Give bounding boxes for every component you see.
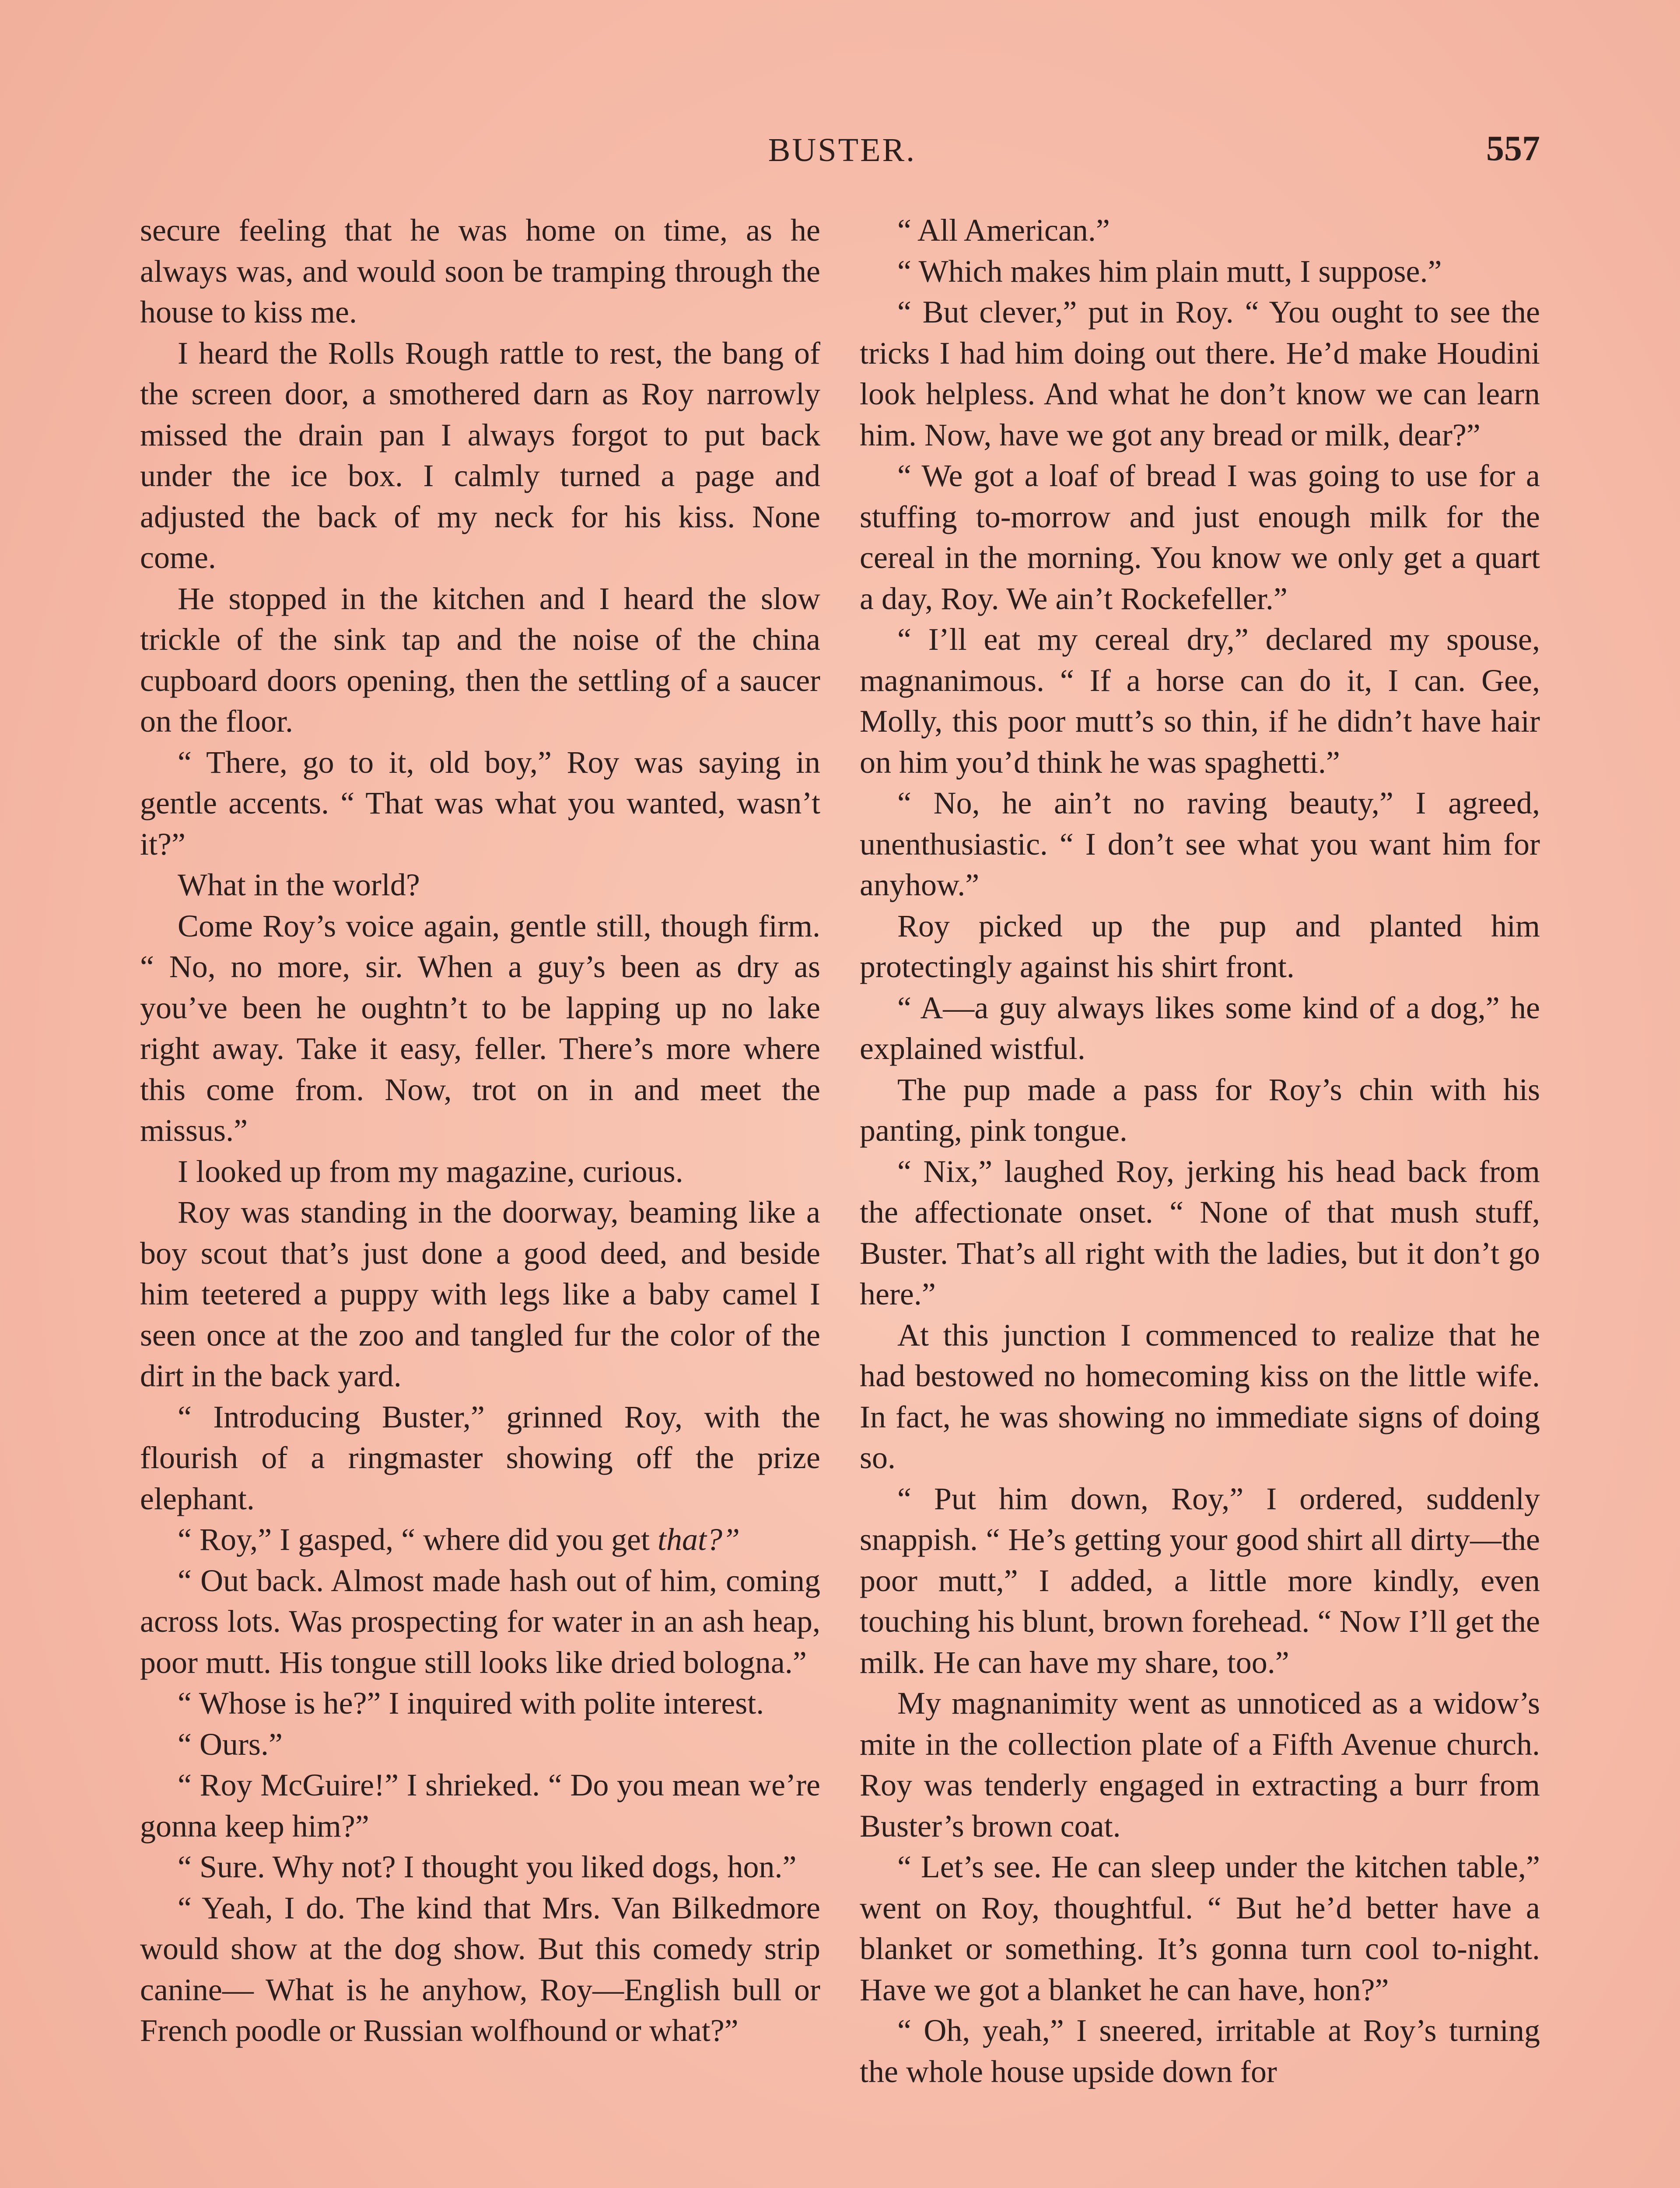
paragraph: Roy was standing in the doorway, beaming like a boy scout that’s just done a good deed, and beside him teetered a puppy with legs like a baby camel I seen once at the zoo and tangled fur the color of the dirt in the back yard. xyxy=(140,1195,820,1393)
paragraph: “ Oh, yeah,” I sneered, irritable at Roy’s turning the whole house upside down for xyxy=(860,2013,1540,2089)
paragraph: “ I’ll eat my cereal dry,” declared my spouse, magnanimous. “ If a horse can do it, I can. Gee, Molly, this poor mutt’s so thin, if he didn’t have hair on him you’d think he was spaghetti.” xyxy=(860,622,1540,780)
paragraph: “ A—a guy always likes some kind of a dog,” he explained wistful. xyxy=(860,990,1540,1066)
paragraph: “ But clever,” put in Roy. “ You ought to see the tricks I had him doing out there. He’d make Houdini look helpless. And what he don’t know we can learn him. Now, have we got any bread or milk, dear?” xyxy=(860,295,1540,452)
paragraph: Roy picked up the pup and planted him protectingly against his shirt front. xyxy=(860,908,1540,984)
paragraph xyxy=(140,1519,820,1560)
paragraph: He stopped in the kitchen and I heard the slow trickle of the sink tap and the noise of the china cupboard doors opening, then the settling of a saucer on the floor. xyxy=(140,581,820,739)
paragraph: “ Sure. Why not? I thought you liked dogs, hon.” xyxy=(178,1849,797,1884)
paragraph: Come Roy’s voice again, gentle still, though firm. “ No, no more, sir. When a guy’s been as dry as you’ve been he oughtn’t to be lapping up no lake right away. Take it easy, feller. There’s more where this come from. Now, trot on in and meet the missus.” xyxy=(140,908,820,1148)
paragraph: “ Whose is he?” I inquired with polite interest. xyxy=(178,1686,764,1721)
running-head xyxy=(144,128,1540,179)
paragraph: “ We got a loaf of bread I was going to use for a stuffing to-morrow and just enough milk for the cereal in the morning. You know we only get a quart a day, Roy. We ain’t Rockefeller.” xyxy=(860,458,1540,616)
paragraph: I heard the Rolls Rough rattle to rest, the bang of the screen door, a smothered darn as Roy narrowly missed the drain pan I always forgot to put back under the ice box. I calmly turned a page and adjusted the back of my neck for his kiss. None come. xyxy=(140,335,820,575)
text-columns xyxy=(140,210,1540,2188)
paragraph: What in the world? xyxy=(178,867,420,902)
italic-word: that?” xyxy=(657,1522,740,1557)
paragraph: “ All American.” xyxy=(897,213,1110,248)
paragraph: “ Out back. Almost made hash out of him, coming across lots. Was prospecting for water in an ash heap, poor mutt. His tongue still looks like dried bologna.” xyxy=(140,1563,820,1680)
paragraph: My magnanimity went as unnoticed as a widow’s mite in the collection plate of a Fifth Avenue church. Roy was tenderly engaged in extracting a burr from Buster’s brown coat. xyxy=(860,1686,1540,1844)
paragraph: “ Nix,” laughed Roy, jerking his head back from the affectionate onset. “ None of that mush stuff, Buster. That’s all right with the ladies, but it don’t go here.” xyxy=(860,1154,1540,1311)
paragraph: secure feeling that he was home on time, as he always was, and would soon be tramping through the house to kiss me. xyxy=(140,213,820,330)
paragraph: “ Put him down, Roy,” I ordered, suddenly snappish. “ He’s getting your good shirt all dirty—the poor mutt,” I added, a little more kindly, even touching his blunt, brown forehead. “ Now I’ll get the milk. He can have my share, too.” xyxy=(860,1481,1540,1680)
paragraph: “ There, go to it, old boy,” Roy was saying in gentle accents. “ That was what you wanted, wasn’t it?” xyxy=(140,744,820,862)
paragraph: “ No, he ain’t no raving beauty,” I agreed, unenthusiastic. “ I don’t see what you want him for anyhow.” xyxy=(860,785,1540,902)
page-number: 557 xyxy=(1486,128,1540,168)
paragraph: “ Which makes him plain mutt, I suppose.” xyxy=(897,253,1442,289)
paragraph-text: “ Roy,” I gasped, “ where did you get xyxy=(178,1522,650,1557)
paragraph: “ Ours.” xyxy=(178,1726,283,1762)
right-column xyxy=(860,210,1540,2188)
paragraph: The pup made a pass for Roy’s chin with his panting, pink tongue. xyxy=(860,1072,1540,1148)
story-title: BUSTER. xyxy=(768,132,917,168)
paragraph: “ Introducing Buster,” grinned Roy, with the flourish of a ringmaster showing off the prize elephant. xyxy=(140,1399,820,1516)
paragraph: “ Roy McGuire!” I shrieked. “ Do you mean we’re gonna keep him?” xyxy=(140,1767,820,1844)
left-column xyxy=(140,210,820,2188)
paragraph: “ Let’s see. He can sleep under the kitchen table,” went on Roy, thoughtful. “ But he’d better have a blanket or something. It’s gonna turn cool to-night. Have we got a blanket he can have, hon?” xyxy=(860,1849,1540,2007)
paragraph: “ Yeah, I do. The kind that Mrs. Van Bilkedmore would show at the dog show. But this comedy strip canine— What is he anyhow, Roy—English bull or French poodle or Russian wolfhound or what?” xyxy=(140,1890,820,2048)
paragraph: At this junction I commenced to realize that he had bestowed no homecoming kiss on the little wife. In fact, he was showing no immediate signs of doing so. xyxy=(860,1317,1540,1475)
paragraph: I looked up from my magazine, curious. xyxy=(178,1154,683,1189)
